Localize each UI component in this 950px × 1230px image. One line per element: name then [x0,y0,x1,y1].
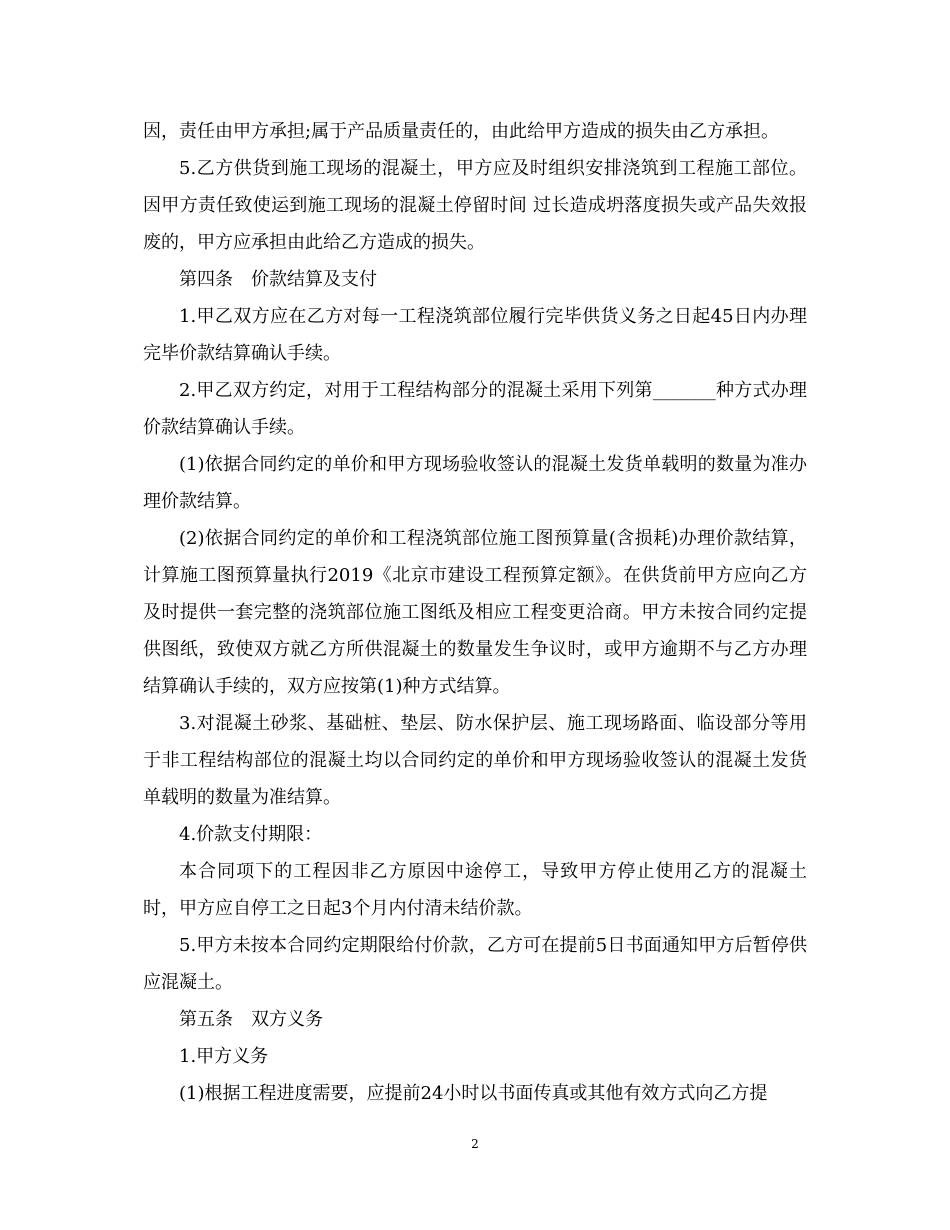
paragraph: 4.价款支付期限： [179,824,323,845]
paragraph: 2.甲乙双方约定，对用于工程结构部分的混凝土采用下列第_______种方式办理价款结算确认手续。 [143,380,807,438]
paragraph: 因，责任由甲方承担;属于产品质量责任的，由此给甲方造成的损失由乙方承担。 [143,121,780,142]
section-heading: 第四条 价款结算及支付 [179,269,377,290]
page-number: 2 [471,1137,479,1151]
paragraph: 本合同项下的工程因非乙方原因中途停工，导致甲方停止使用乙方的混凝土时，甲方应自停工之日起3个月内付清未结价款。 [143,861,807,919]
paragraph: 5.甲方未按本合同约定期限给付价款，乙方可在提前5日书面通知甲方后暂停供应混凝土。 [143,935,807,993]
paragraph: (1)依据合同约定的单价和甲方现场验收签认的混凝土发货单载明的数量为准办理价款结算。 [143,454,807,512]
paragraph: 1.甲乙双方应在乙方对每一工程浇筑部位履行完毕供货义务之日起45日内办理完毕价款结算确认手续。 [143,306,807,364]
paragraph: 3.对混凝土砂浆、基础桩、垫层、防水保护层、施工现场路面、临设部分等用于非工程结构部位的混凝土均以合同约定的单价和甲方现场验收签认的混凝土发货单载明的数量为准结算。 [143,713,807,808]
section-heading: 第五条 双方义务 [179,1009,323,1030]
paragraph: 1.甲方义务 [179,1046,269,1067]
document-body [143,113,807,1112]
paragraph: 5.乙方供货到施工现场的混凝土，甲方应及时组织安排浇筑到工程施工部位。因甲方责任致使运到施工现场的混凝土停留时间 过长造成坍落度损失或产品失效报废的，甲方应承担由此给乙方造成的损失。 [143,158,807,253]
paragraph: (1)根据工程进度需要，应提前24小时以书面传真或其他有效方式向乙方提 [179,1083,768,1104]
paragraph: (2)依据合同约定的单价和工程浇筑部位施工图预算量(含损耗)办理价款结算，计算施工图预算量执行2019《北京市建设工程预算定额》。在供货前甲方应向乙方及时提供一套完整的浇筑部位施工图纸及相应工程变更洽商。甲方未按合同约定提供图纸，致使双方就乙方所供混凝土的数量发生争议时，或甲方逾期不与乙方办理结算确认手续的，双方应按第(1)种方式结算。 [143,528,807,697]
